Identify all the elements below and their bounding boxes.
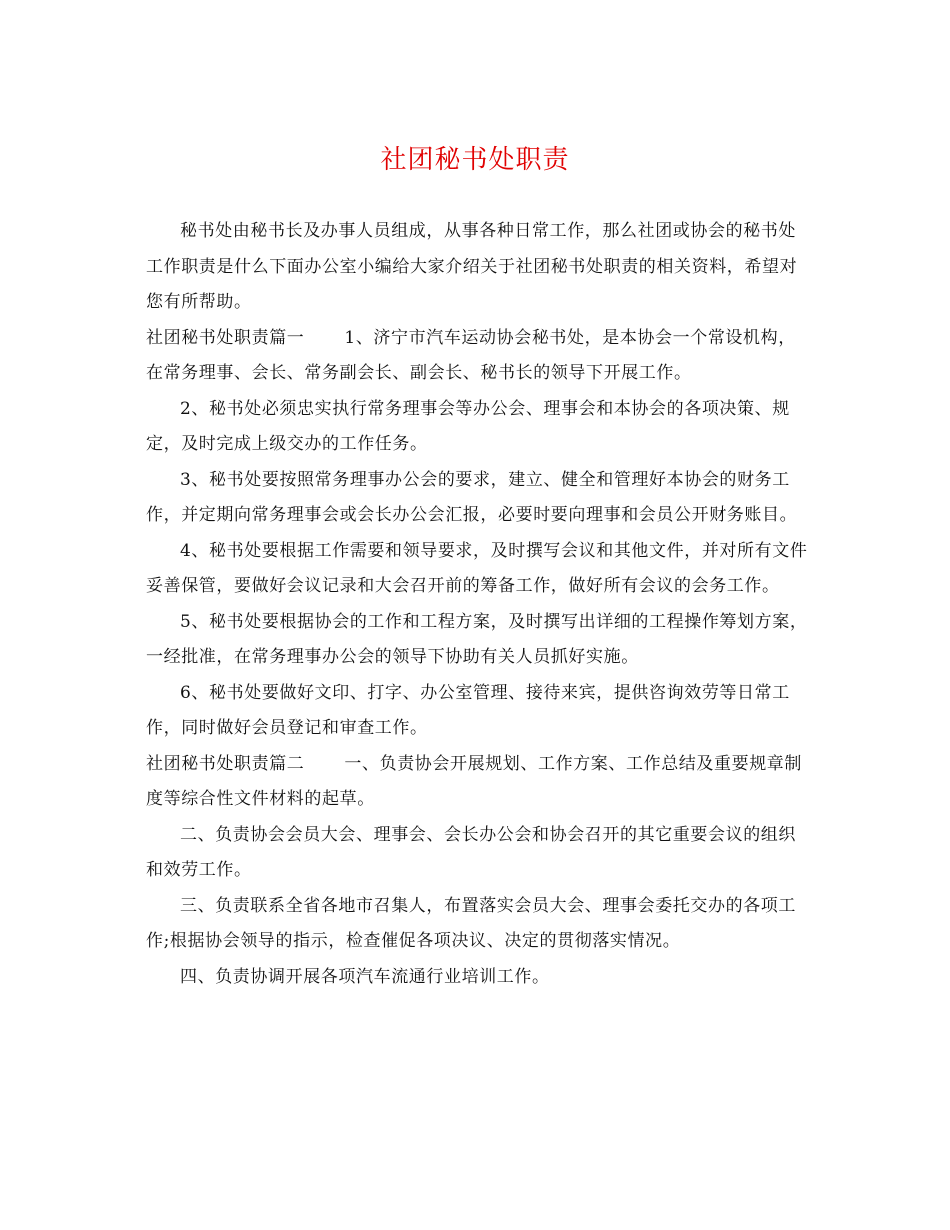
- section-1-item-6: 6、秘书处要做好文印、打字、办公室管理、接待来宾，提供咨询效劳等日常工作，同时做好会员登记和审查工作。: [146, 682, 790, 738]
- section-1-item-3: 3、秘书处要按照常务理事办公会的要求，建立、健全和管理好本协会的财务工作，并定期向常务理事会或会长办公会汇报，必要时要向理事和会员公开财务账目。: [146, 469, 798, 525]
- document-body: [146, 214, 810, 995]
- section-2-item-3: 三、负责联系全省各地市召集人，布置落实会员大会、理事会委托交办的各项工作;根据协会领导的指示，检查催促各项决议、决定的贯彻落实情况。: [146, 895, 796, 951]
- section-2-item-4: 四、负责协调开展各项汽车流通行业培训工作。: [180, 966, 550, 987]
- intro-paragraph: 秘书处由秘书长及办事人员组成，从事各种日常工作，那么社团或协会的秘书处工作职责是什么下面办公室小编给大家介绍关于社团秘书处职责的相关资料，希望对您有所帮助。: [146, 221, 798, 312]
- page-title: 社团秘书处职责: [380, 145, 570, 175]
- section-2-paragraph: [146, 747, 810, 818]
- section-2-item-1: 一、负责协会开展规划、工作方案、工作总结及重要规章制度等综合性文件材料的起草。: [146, 753, 803, 809]
- section-1-item-5: 5、秘书处要根据协会的工作和工程方案，及时撰写出详细的工程操作筹划方案，一经批准，在常务理事办公会的领导下协助有关人员抓好实施。: [146, 611, 808, 667]
- section-1-label: 社团秘书处职责篇一: [146, 327, 305, 348]
- section-1-item-1: 1、济宁市汽车运动协会秘书处，是本协会一个常设机构，在常务理事、会长、常务副会长、副会长、秘书长的领导下开展工作。: [146, 327, 796, 383]
- section-1-paragraph: [146, 321, 810, 392]
- section-2-label: 社团秘书处职责篇二: [146, 753, 305, 774]
- section-1-item-4: 4、秘书处要根据工作需要和领导要求，及时撰写会议和其他文件，并对所有文件妥善保管，要做好会议记录和大会召开前的筹备工作，做好所有会议的会务工作。: [146, 540, 808, 596]
- section-2-item-2: 二、负责协会会员大会、理事会、会长办公会和协会召开的其它重要会议的组织和效劳工作。: [146, 824, 796, 880]
- section-1-item-2: 2、秘书处必须忠实执行常务理事会等办公会、理事会和本协会的各项决策、规定，及时完成上级交办的工作任务。: [146, 398, 790, 454]
